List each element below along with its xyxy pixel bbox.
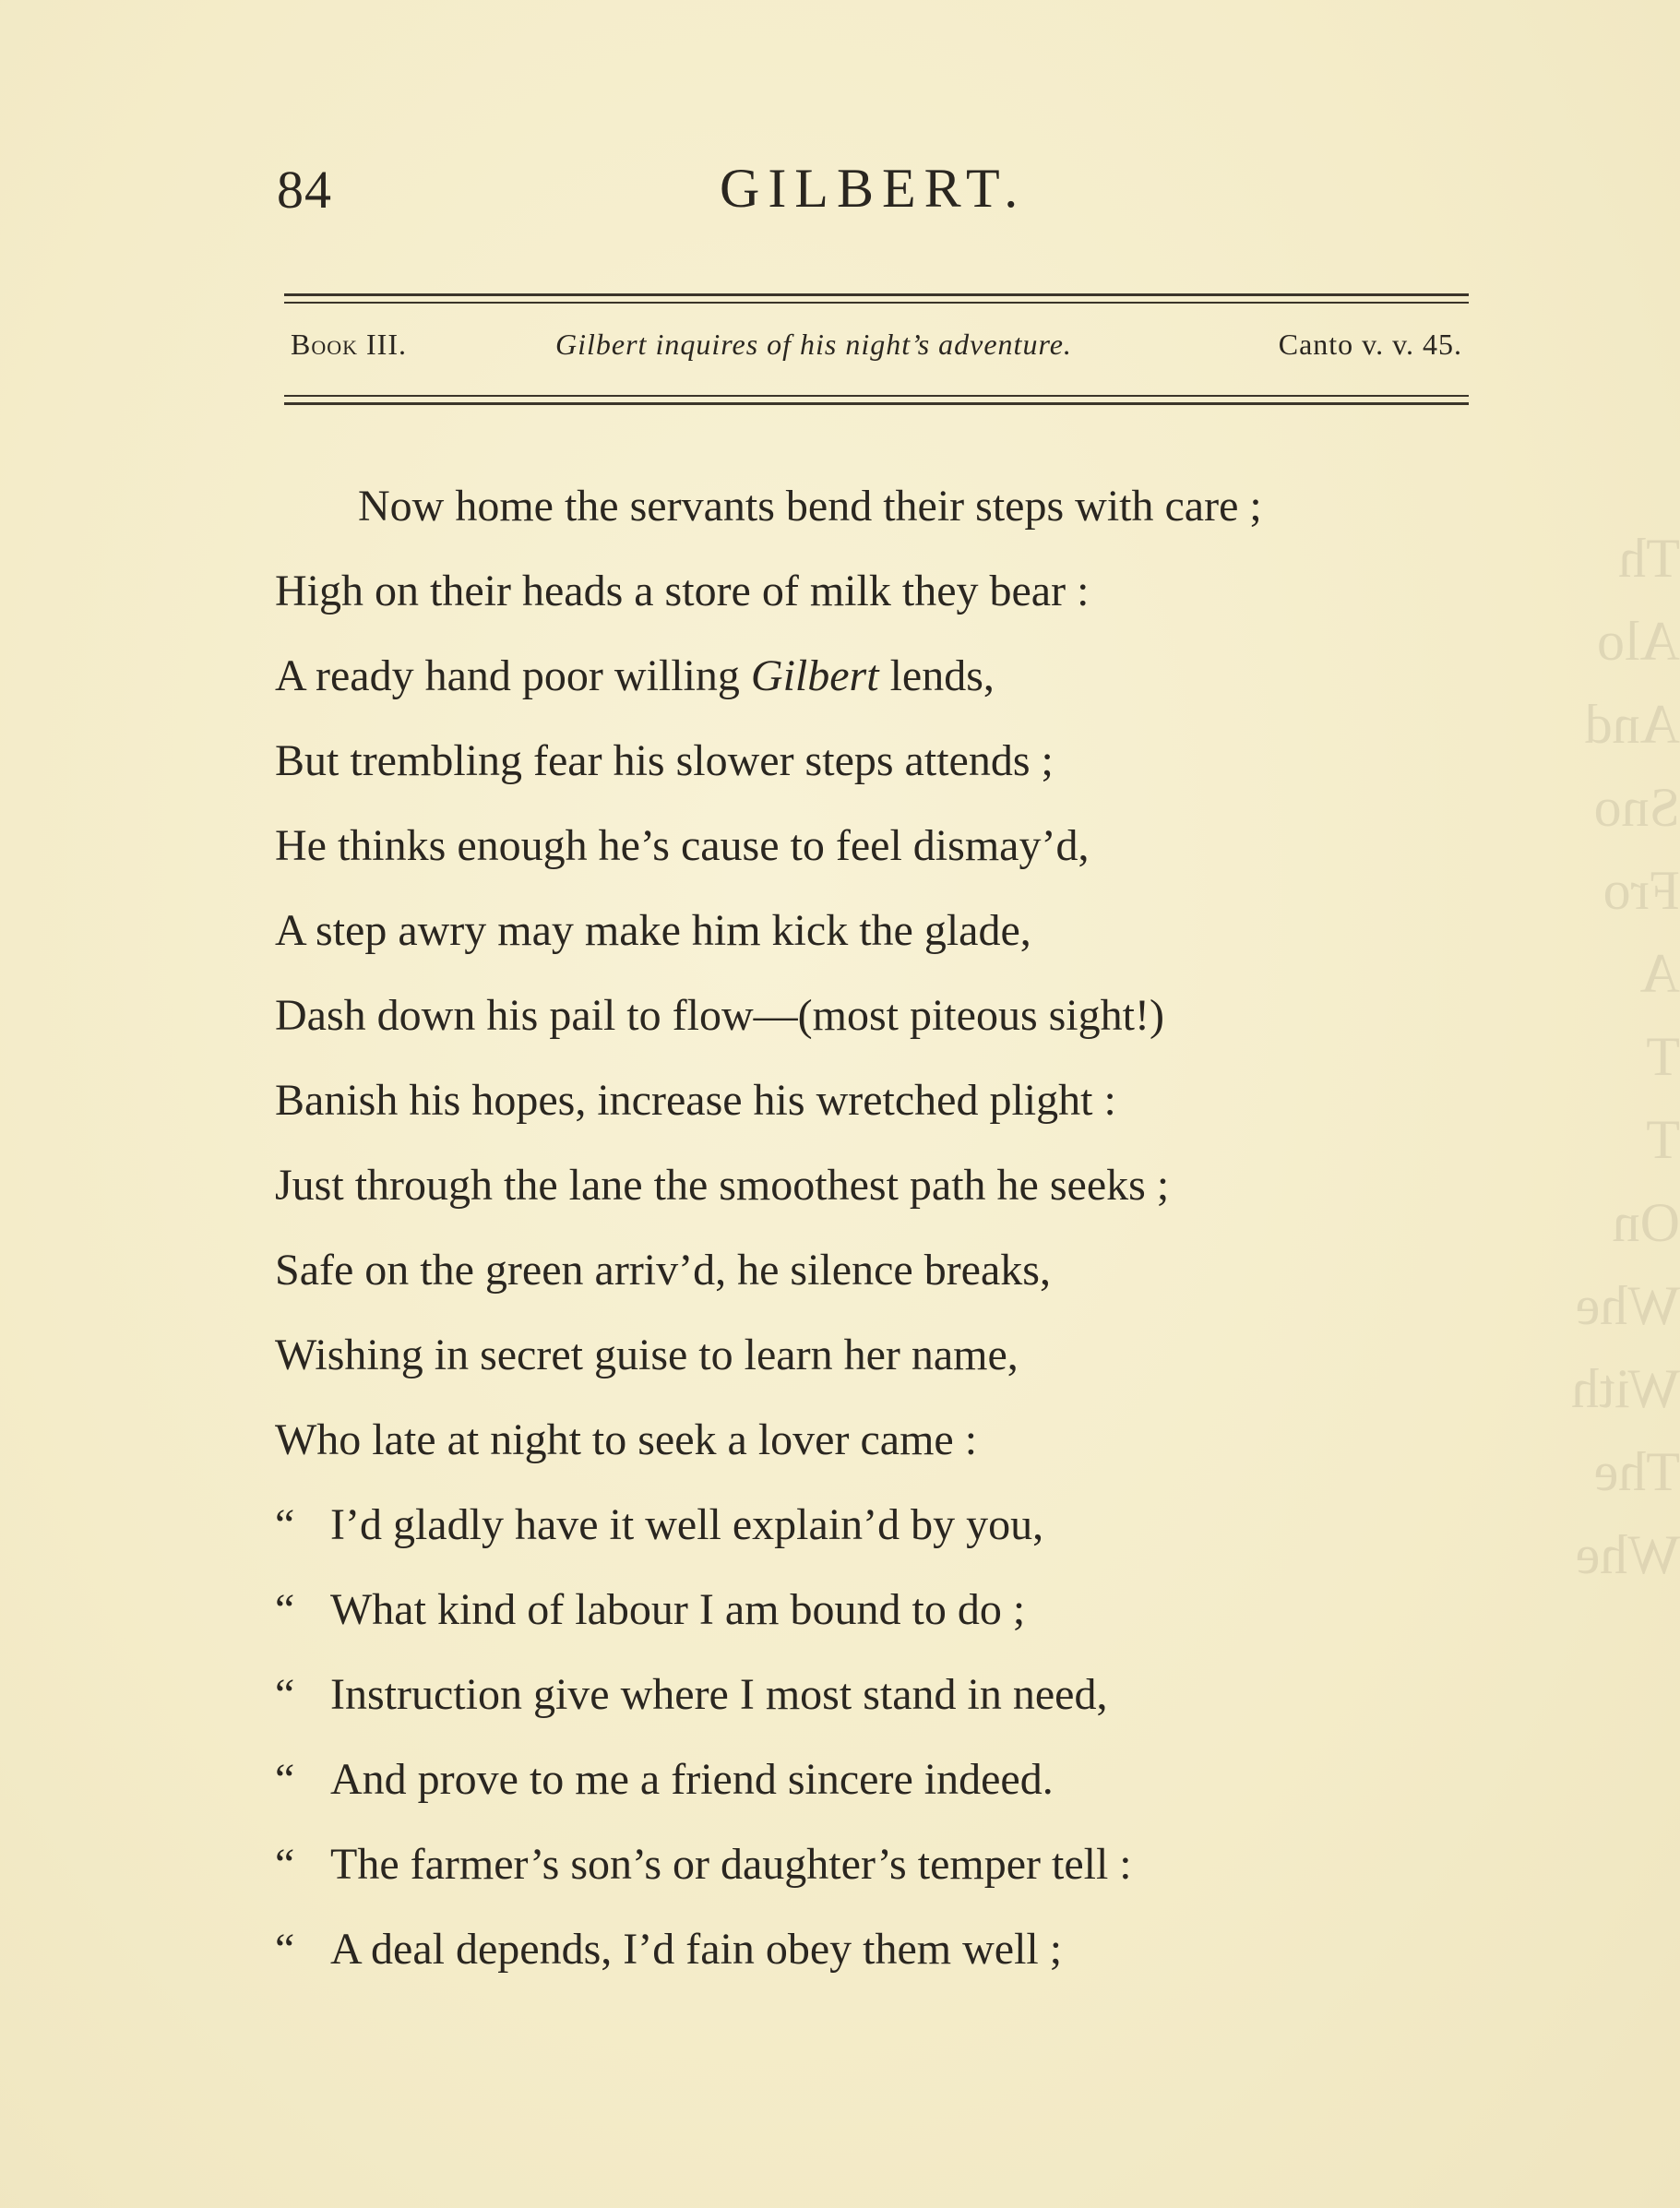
canto-label: Canto v. v. 45. bbox=[1278, 328, 1462, 361]
poem-line: But trembling fear his slower steps attends ; bbox=[275, 736, 1054, 785]
open-quote: “ bbox=[275, 1670, 295, 1719]
poem-line: Now home the servants bend their steps with care ; bbox=[358, 482, 1262, 531]
poem-line: A step awry may make him kick the glade, bbox=[275, 906, 1031, 955]
poem-line: Banish his hopes, increase his wretched plight : bbox=[275, 1076, 1116, 1125]
poem-line: “ A deal depends, I’d fain obey them well ; bbox=[275, 1907, 1502, 1992]
page-title: GILBERT. bbox=[720, 158, 1027, 219]
poem-line: “ And prove to me a friend sincere indeed. bbox=[275, 1737, 1502, 1822]
poem-line: He thinks enough he’s cause to feel dismay’d, bbox=[275, 821, 1090, 870]
top-rule bbox=[284, 293, 1469, 296]
open-quote: “ bbox=[275, 1840, 295, 1889]
poem-body bbox=[275, 464, 1502, 1992]
poem-line: “ I’d gladly have it well explain’d by you, bbox=[275, 1483, 1502, 1568]
poem-line: Wishing in secret guise to learn her name, bbox=[275, 1331, 1019, 1379]
bottom-rule bbox=[284, 402, 1469, 405]
open-quote: “ bbox=[275, 1585, 295, 1634]
open-quote: “ bbox=[275, 1500, 295, 1549]
poem-line: A ready hand poor willing Gilbert lends, bbox=[275, 651, 995, 700]
poem-line: Safe on the green arriv’d, he silence breaks, bbox=[275, 1246, 1051, 1295]
show-through-text: Th Alo And Sno Fro A T T On Whe With The Whe bbox=[1571, 528, 1680, 1585]
poem-line: High on their heads a store of milk they bear : bbox=[275, 567, 1090, 615]
poem-line: “ What kind of labour I am bound to do ; bbox=[275, 1568, 1502, 1653]
poem-line: Just through the lane the smoothest path he seeks ; bbox=[275, 1161, 1170, 1210]
poem-line: “ Instruction give where I most stand in need, bbox=[275, 1653, 1502, 1737]
name-gilbert: Gilbert bbox=[750, 651, 879, 700]
page-number: 84 bbox=[277, 160, 332, 220]
poem-line: Dash down his pail to flow—(most piteous sight!) bbox=[275, 991, 1164, 1040]
book-label: Book III. bbox=[291, 328, 407, 361]
poem-line: Who late at night to seek a lover came : bbox=[275, 1415, 978, 1464]
open-quote: “ bbox=[275, 1925, 295, 1974]
poem-line: “ The farmer’s son’s or daughter’s temper tell : bbox=[275, 1822, 1502, 1907]
bottom-rule-thin bbox=[284, 395, 1469, 397]
top-rule-thin bbox=[284, 302, 1469, 304]
section-summary: Gilbert inquires of his night’s adventure. bbox=[555, 328, 1072, 361]
open-quote: “ bbox=[275, 1755, 295, 1804]
